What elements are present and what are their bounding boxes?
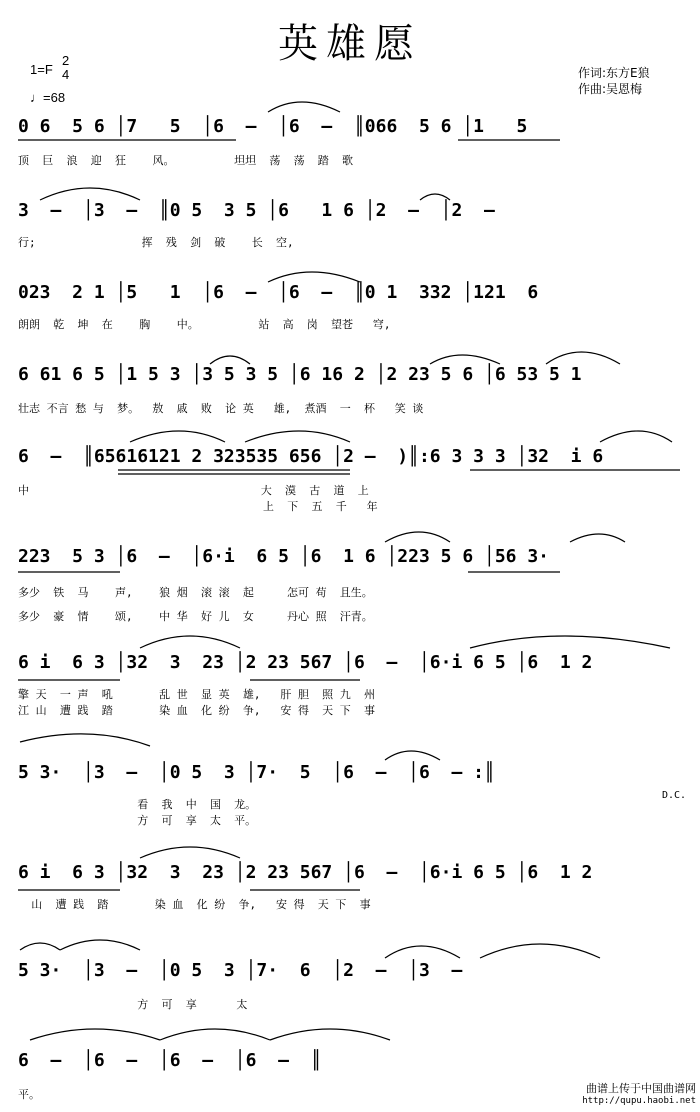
lyric-line-11: 平。 xyxy=(18,1088,40,1101)
site-footer xyxy=(582,1082,696,1108)
lyric-line-6b: 多少 豪 情 颂, 中 华 好 儿 女 丹心 照 汗青。 xyxy=(18,610,373,623)
lyricist-credit: 作词:东方E狼 xyxy=(578,66,650,80)
slur xyxy=(130,431,225,442)
lyric-line-5a: 中 大 漠 古 道 上 xyxy=(18,484,369,497)
slur xyxy=(480,944,600,958)
lyric-line-6a: 多少 铁 马 声, 狼 烟 滚 滚 起 怎可 苟 且生。 xyxy=(18,586,373,599)
score-line-8: 5 3· │3 – │0 5 3 │7· 5 │6 – │6 – :║ xyxy=(18,762,495,783)
tempo-marking: ♩=68 xyxy=(30,90,66,105)
slur xyxy=(385,946,460,958)
score-line-9: 6 i 6 3 │32 3 23 │2 23 567 │6 – │6·i 6 5 │6 1 2 xyxy=(18,862,593,883)
slur xyxy=(270,1029,390,1040)
score-line-6: 223 5 3 │6 – │6·i 6 5 │6 1 6 │223 5 6 │56 3· xyxy=(18,546,550,567)
slur xyxy=(430,355,500,364)
slur xyxy=(140,847,240,858)
lyric-line-3: 朗朗 乾 坤 在 胸 中。 站 高 岗 望苍 穹, xyxy=(18,318,391,331)
slur xyxy=(600,431,672,442)
slur xyxy=(420,194,450,200)
slur xyxy=(385,751,440,760)
footer-url[interactable]: http://qupu.haobi.net xyxy=(582,1096,696,1106)
composer-credit: 作曲:吴恩梅 xyxy=(578,82,643,96)
lyric-line-7b: 江 山 遭 践 踏 染 血 化 纷 争, 安 得 天 下 事 xyxy=(18,704,376,717)
slur xyxy=(160,1029,270,1040)
slur xyxy=(60,940,140,950)
lyric-line-4: 壮志 不言 愁 与 梦。 敖 戚 败 论 英 雄, 煮酒 一 杯 笑 谈 xyxy=(18,402,424,415)
lyric-line-8b: 方 可 享 太 平。 xyxy=(18,814,257,827)
score-line-2: 3 – │3 – ║0 5 3 5 │6 1 6 │2 – │2 – xyxy=(18,200,495,221)
time-sig-top: 2 xyxy=(62,53,70,68)
score-line-1: 0 6 5 6 │7 5 │6 – │6 – ║066 5 6 │1 5 xyxy=(18,116,528,137)
slur xyxy=(470,636,670,648)
slur xyxy=(40,188,140,200)
slur xyxy=(546,352,620,364)
lyric-line-5b: 上 下 五 千 年 xyxy=(18,500,378,513)
slur xyxy=(245,431,350,442)
score-line-7: 6 i 6 3 │32 3 23 │2 23 567 │6 – │6·i 6 5 │6 1 2 xyxy=(18,652,593,673)
lyric-line-10: 方 可 享 太 xyxy=(18,998,248,1011)
slur xyxy=(268,102,340,112)
footer-caption: 曲谱上传于中国曲谱网 xyxy=(586,1082,696,1095)
slur xyxy=(20,734,150,746)
slur xyxy=(210,356,250,364)
lyric-line-9: 山 遭 践 踏 染 血 化 纷 争, 安 得 天 下 事 xyxy=(18,898,371,911)
song-title: 英雄愿 xyxy=(278,21,422,67)
time-sig-bottom: 4 xyxy=(62,67,70,82)
slur xyxy=(268,272,360,282)
slur xyxy=(140,636,240,648)
score-line-3: 023 2 1 │5 1 │6 – │6 – ║0 1 332 │121 6 xyxy=(18,282,539,303)
key-signature: 1=F xyxy=(30,62,53,77)
score-line-10: 5 3· │3 – │0 5 3 │7· 6 │2 – │3 – xyxy=(18,960,463,981)
score-line-4: 6 61 6 5 │1 5 3 │3 5 3 5 │6 16 2 │2 23 5 6 │6 53 5 1 xyxy=(18,364,582,385)
lyric-line-1: 顶 巨 浪 迎 狂 风。 坦坦 荡 荡 踏 歌 xyxy=(18,154,354,167)
score-line-11: 6 – │6 – │6 – │6 – ║ xyxy=(18,1050,322,1071)
dc-mark: D.C. xyxy=(662,790,687,801)
slur xyxy=(20,943,60,950)
lyric-line-8a: 看 我 中 国 龙。 xyxy=(18,798,257,811)
lyric-line-2: 行; 挥 残 剑 破 长 空, xyxy=(18,236,294,249)
slur xyxy=(570,534,625,542)
lyric-line-7a: 擎 天 一 声 吼 乱 世 显 英 雄, 肝 胆 照 九 州 xyxy=(18,688,376,701)
slur xyxy=(385,532,450,542)
slur xyxy=(30,1029,160,1040)
score-line-5: 6 – ║65616121 2 323535 656 │2 – )║:6 3 3 3 │32 i 6 xyxy=(18,446,604,467)
